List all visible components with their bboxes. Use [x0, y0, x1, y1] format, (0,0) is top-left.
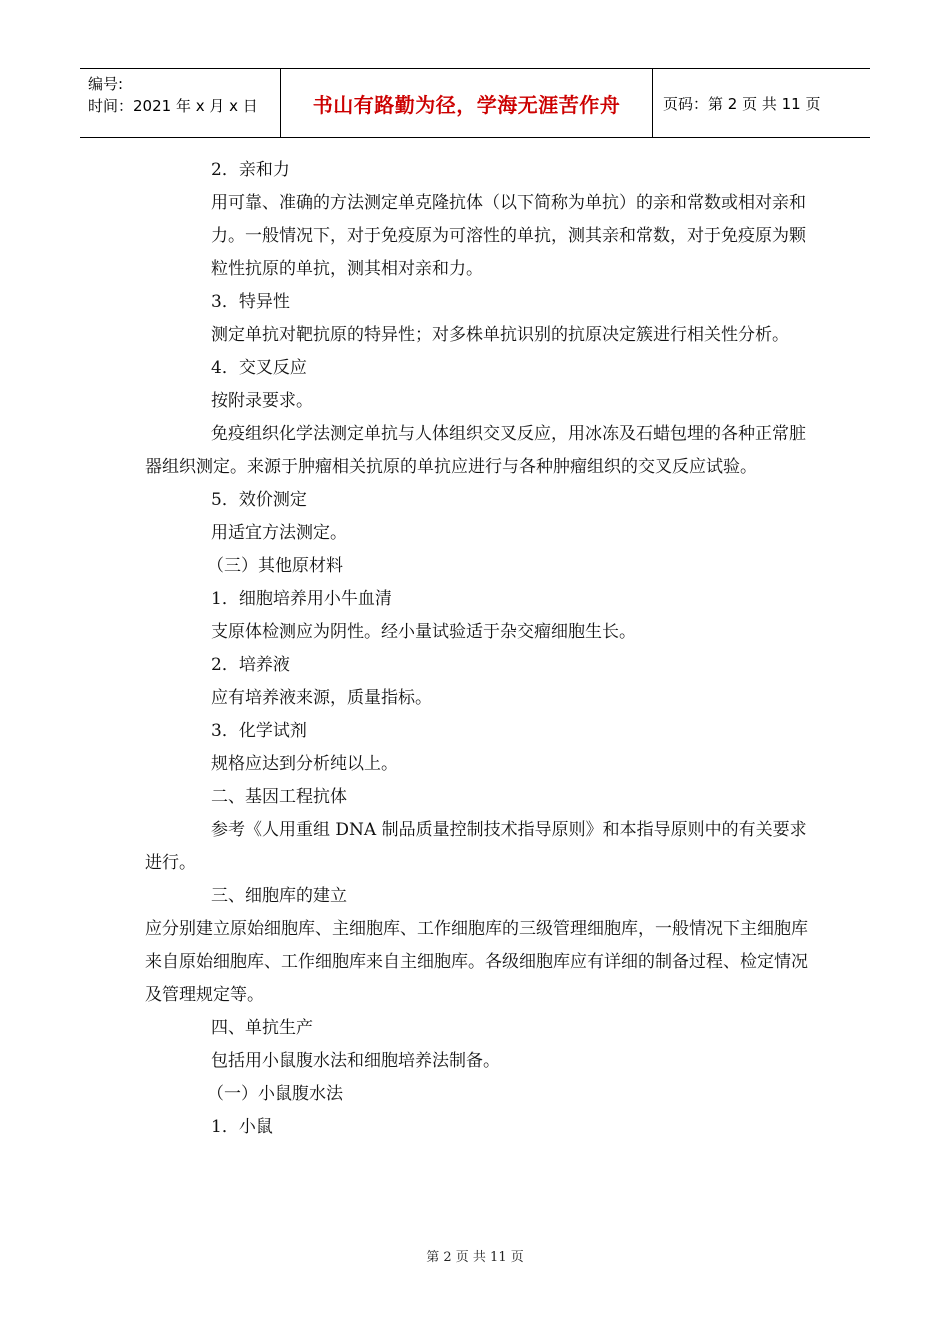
body-paragraph	[145, 418, 815, 484]
section-heading: 2．亲和力	[211, 160, 290, 180]
section-heading: 5．效价测定	[211, 490, 307, 510]
page-header	[80, 68, 870, 138]
chapter-heading: 三、细胞库的建立	[211, 886, 347, 906]
section-heading: 3．特异性	[211, 292, 290, 312]
section-heading: 1．细胞培养用小牛血清	[211, 589, 392, 609]
section-heading: 4．交叉反应	[211, 358, 307, 378]
document-body	[145, 154, 815, 1144]
body-paragraph: 支原体检测应为阴性。经小量试验适于杂交瘤细胞生长。	[211, 622, 636, 642]
body-paragraph	[145, 814, 815, 880]
doc-time-label: 时间：2021 年 x 月 x 日	[88, 97, 258, 115]
body-text: 免疫组织化学法测定单抗与人体组织交叉反应，用冰冻及石蜡包埋的各种正常脏器组织测定。来源于肿瘤相关抗原的单抗应进行与各种肿瘤组织的交叉反应试验。	[145, 424, 806, 477]
body-text: 参考《人用重组 DNA 制品质量控制技术指导原则》和本指导原则中的有关要求进行。	[145, 820, 807, 873]
section-heading: 2．培养液	[211, 655, 290, 675]
body-text: 测定单抗对靶抗原的特异性；对多株单抗识别的抗原决定簇进行相关性分析。	[211, 325, 789, 345]
header-page-info: 页码：第 2 页 共 11 页	[663, 94, 821, 113]
subsection-heading: （三）其他原材料	[207, 556, 343, 576]
header-motto: 书山有路勤为径，学海无涯苦作舟	[312, 92, 621, 117]
body-paragraph: 用适宜方法测定。	[211, 523, 347, 543]
body-paragraph	[145, 187, 815, 286]
body-paragraph	[145, 913, 815, 1012]
body-paragraph	[145, 319, 815, 352]
section-heading: 3．化学试剂	[211, 721, 307, 741]
doc-code-label: 编号:	[88, 75, 124, 93]
body-paragraph: 包括用小鼠腹水法和细胞培养法制备。	[211, 1051, 500, 1071]
page-footer: 第 2 页 共 11 页	[426, 1250, 524, 1265]
body-paragraph: 规格应达到分析纯以上。	[211, 754, 398, 774]
chapter-heading: 二、基因工程抗体	[211, 787, 347, 807]
body-paragraph: 按附录要求。	[211, 391, 313, 411]
section-heading: 1．小鼠	[211, 1117, 273, 1137]
chapter-heading: 四、单抗生产	[211, 1018, 313, 1038]
header-motto-cell	[280, 69, 653, 137]
body-text: 用可靠、准确的方法测定单克隆抗体（以下简称为单抗）的亲和常数或相对亲和力。一般情况下，对于免疫原为可溶性的单抗，测其亲和常数，对于免疫原为颗粒性抗原的单抗，测其相对亲和力。	[211, 193, 806, 279]
header-meta	[80, 69, 280, 137]
body-paragraph: 应有培养液来源，质量指标。	[211, 688, 432, 708]
subsection-heading: （一）小鼠腹水法	[207, 1084, 343, 1104]
body-text: 应分别建立原始细胞库、主细胞库、工作细胞库的三级管理细胞库，一般情况下主细胞库来自原始细胞库、工作细胞库来自主细胞库。各级细胞库应有详细的制备过程、检定情况及管理规定等。	[145, 919, 808, 1005]
